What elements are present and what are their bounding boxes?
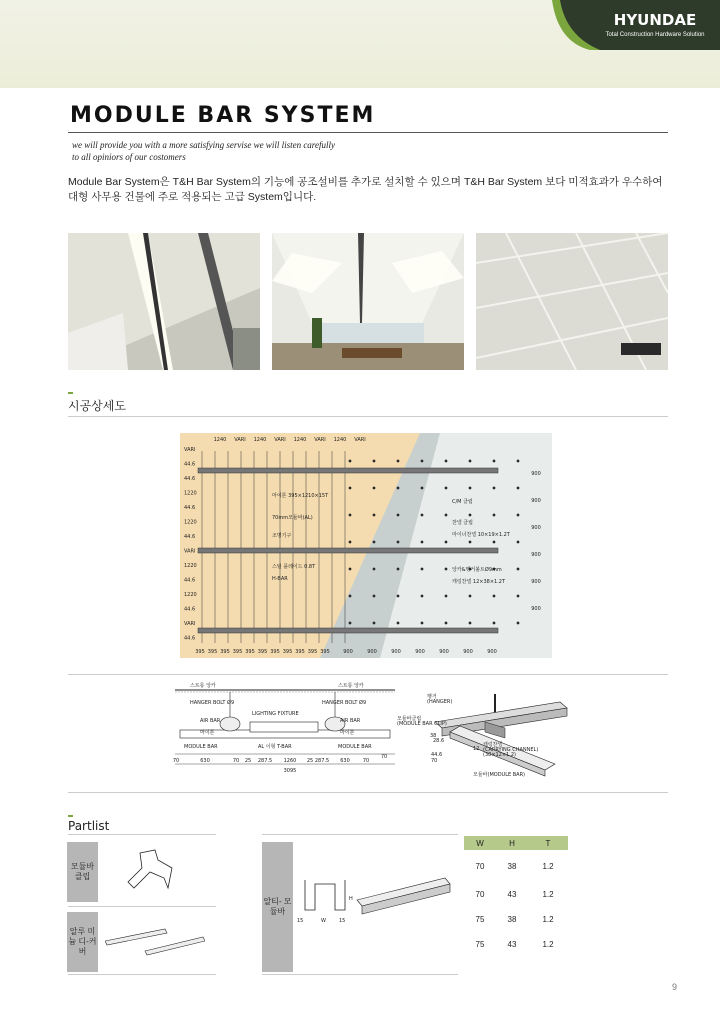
plan-left-dim: 44.6 bbox=[184, 461, 196, 468]
plan-left-dim: 1220 bbox=[184, 592, 197, 598]
plan-bottom-dim: 900 bbox=[415, 649, 425, 655]
partlist-cell: 1.2 bbox=[542, 915, 554, 924]
plan-hanger-point bbox=[493, 595, 495, 597]
col-t: T bbox=[545, 838, 551, 848]
plan-top-dim: VARI bbox=[314, 437, 326, 443]
isometric-detail-diagram bbox=[395, 692, 570, 784]
plan-left-dim: 44.6 bbox=[184, 505, 196, 511]
iso-label: 행거 bbox=[427, 694, 437, 700]
partlist-cell: 75 bbox=[475, 915, 485, 924]
detail-dim: 70 bbox=[380, 754, 388, 760]
plan-right-dim: 900 bbox=[531, 552, 541, 558]
detail-label: HANGER BOLT Ø9 bbox=[190, 700, 235, 706]
plan-hanger-point bbox=[445, 487, 447, 489]
plan-hanger-point bbox=[397, 460, 399, 462]
detail-dim: 70 bbox=[362, 758, 370, 764]
plan-top-dim: 1240 bbox=[213, 437, 227, 443]
iso-label: 28.6 bbox=[433, 738, 445, 744]
plan-hanger-point bbox=[445, 541, 447, 543]
plan-hanger-point bbox=[517, 487, 519, 489]
plan-hanger-point bbox=[421, 595, 423, 597]
detail-label: MODULE BAR bbox=[338, 744, 372, 750]
plan-hanger-point bbox=[397, 541, 399, 543]
plan-left-dim: 44.6 bbox=[184, 635, 196, 642]
partlist-cell: 38 bbox=[507, 915, 517, 924]
plan-bottom-dim: 395 bbox=[295, 649, 305, 655]
photo-conference-room bbox=[272, 233, 464, 370]
section-accent bbox=[68, 815, 73, 817]
section-detail-diagram bbox=[170, 682, 400, 774]
dim-15-left: 15 bbox=[297, 918, 304, 924]
plan-left-dim: VARI bbox=[184, 621, 196, 627]
plan-hanger-point bbox=[421, 568, 423, 570]
partlist-row bbox=[464, 850, 568, 882]
detail-label: 마이톤 bbox=[200, 730, 215, 736]
plan-bottom-dim: 395 bbox=[220, 649, 230, 655]
plan-hanger-point bbox=[397, 514, 399, 516]
plan-right-dim: 900 bbox=[531, 498, 541, 504]
plan-hanger-point bbox=[421, 541, 423, 543]
plan-hanger-point bbox=[469, 514, 471, 516]
detail-label: AIR BAR bbox=[340, 718, 361, 724]
detail-label: MODULE BAR bbox=[184, 744, 218, 750]
plan-bottom-dim: 900 bbox=[343, 649, 353, 655]
partlist-cell: 1.2 bbox=[542, 940, 554, 949]
plan-left-dim: 44.6 bbox=[184, 606, 196, 613]
plan-bottom-dim: 395 bbox=[245, 649, 255, 655]
plan-hanger-point bbox=[517, 460, 519, 462]
plan-top-dim: 1240 bbox=[293, 437, 307, 443]
partlist-row bbox=[464, 882, 568, 907]
plan-label-right: 마이너찬넬 10×19×1.2T bbox=[452, 532, 510, 538]
plan-hanger-point bbox=[517, 595, 519, 597]
plan-hanger-point bbox=[373, 541, 375, 543]
plan-hanger-point bbox=[493, 514, 495, 516]
detail-label: HANGER BOLT Ø9 bbox=[322, 700, 367, 706]
plan-hanger-point bbox=[469, 622, 471, 624]
plan-left-dim: 44.6 bbox=[184, 534, 196, 540]
plan-left-dim: 1220 bbox=[184, 490, 197, 497]
plan-hanger-point bbox=[397, 595, 399, 597]
plan-hanger-point bbox=[397, 568, 399, 570]
detail-dim: 287.5 bbox=[314, 758, 330, 764]
partlist-cell: 43 bbox=[507, 890, 517, 899]
plan-hanger-point bbox=[349, 487, 351, 489]
col-w: W bbox=[476, 838, 484, 848]
plan-hanger-point bbox=[421, 460, 423, 462]
plan-hanger-point bbox=[373, 487, 375, 489]
section-divider bbox=[68, 674, 668, 675]
section-title-plan: 시공상세도 bbox=[68, 399, 126, 413]
plan-hanger-point bbox=[517, 514, 519, 516]
plan-hanger-point bbox=[421, 487, 423, 489]
plan-label-right: 앙카&행거볼트Ø9mm bbox=[452, 567, 502, 573]
plan-hanger-point bbox=[469, 595, 471, 597]
partlist-cell: 70 bbox=[475, 890, 485, 899]
plan-top-dim: VARI bbox=[274, 437, 286, 443]
plan-bottom-dim: 900 bbox=[487, 649, 497, 655]
partlist-cell: 1.2 bbox=[542, 861, 554, 871]
plan-hanger-point bbox=[445, 595, 447, 597]
iso-label: 70 bbox=[431, 758, 438, 764]
partlist-cell: 43 bbox=[507, 940, 517, 949]
plan-left-dim: 1220 bbox=[184, 519, 197, 526]
plan-bottom-dim: 395 bbox=[270, 649, 280, 655]
detail-dim: 70 bbox=[232, 758, 240, 764]
partlist-table bbox=[464, 836, 568, 969]
detail-label: 스트롱 앙카 bbox=[338, 683, 364, 689]
plan-label-left: 70mm모듈바(AL) bbox=[272, 515, 313, 521]
plan-hanger-point bbox=[349, 514, 351, 516]
section-title-partlist: Partlist bbox=[68, 819, 110, 833]
plan-bottom-dim: 900 bbox=[367, 649, 377, 655]
plan-hanger-point bbox=[373, 460, 375, 462]
module-clip-drawing bbox=[120, 848, 180, 898]
page-number: 9 bbox=[672, 982, 678, 992]
iso-label: (CARRYING CHANNEL) bbox=[483, 747, 539, 753]
plan-bottom-dim: 900 bbox=[391, 649, 401, 655]
plan-left-dim: 1220 bbox=[184, 563, 197, 569]
iso-label: (MODULE BAR CLIP) bbox=[397, 721, 447, 727]
plan-label-left: H-BAR bbox=[272, 576, 288, 582]
plan-hanger-point bbox=[349, 460, 351, 462]
plan-hanger-point bbox=[517, 622, 519, 624]
plan-hanger-point bbox=[349, 595, 351, 597]
detail-dim: 630 bbox=[340, 758, 350, 764]
partlist-divider bbox=[262, 834, 458, 835]
partlist-divider bbox=[68, 834, 216, 835]
iso-label: 캐링찬넬 bbox=[483, 742, 503, 748]
plan-bottom-dim: 395 bbox=[207, 649, 218, 655]
detail-dim: 3095 bbox=[283, 768, 297, 774]
part-label-rt-module-bar: 알티- 모듈바 bbox=[262, 842, 293, 972]
partlist-row bbox=[464, 932, 568, 957]
plan-hanger-point bbox=[349, 622, 351, 624]
iso-label: 12 bbox=[473, 746, 480, 752]
plan-label-right: C/M 클립 bbox=[452, 499, 473, 505]
plan-hanger-point bbox=[373, 622, 375, 624]
plan-hanger-point bbox=[517, 541, 519, 543]
part-label-aluminum-cover: 알루 미늄 디-커버 bbox=[67, 912, 98, 972]
plan-hanger-point bbox=[421, 514, 423, 516]
brand-tagline: Total Construction Hardware Solution bbox=[605, 32, 705, 38]
dim-w: W bbox=[321, 918, 326, 924]
detail-dim: 287.5 bbox=[257, 758, 273, 764]
plan-top-dim: 1240 bbox=[333, 437, 347, 443]
plan-hanger-point bbox=[445, 622, 447, 624]
plan-module-bar bbox=[198, 468, 498, 473]
partlist-row bbox=[464, 907, 568, 932]
iso-label: 모듈바(MODULE BAR) bbox=[473, 772, 526, 778]
plan-bottom-dim: 900 bbox=[439, 649, 449, 655]
partlist-cell: 38 bbox=[507, 861, 517, 871]
partlist-divider bbox=[68, 906, 216, 907]
brand-logo bbox=[530, 0, 720, 50]
iso-label: (HANGER) bbox=[427, 699, 453, 705]
plan-hanger-point bbox=[349, 568, 351, 570]
plan-right-dim: 900 bbox=[531, 471, 541, 477]
plan-bottom-dim: 395 bbox=[320, 649, 330, 655]
plan-left-dim: 44.6 bbox=[184, 476, 196, 482]
page-subtitle: we will provide you with a more satisfying servise we will listen carefully to all opiniors of our costomers bbox=[72, 140, 335, 162]
section-divider bbox=[68, 792, 668, 793]
plan-hanger-point bbox=[493, 622, 495, 624]
plan-left-dim: VARI bbox=[184, 548, 196, 555]
plan-bottom-dim: 395 bbox=[257, 649, 268, 655]
photo-ceiling-tiles bbox=[476, 233, 668, 370]
plan-hanger-point bbox=[469, 541, 471, 543]
plan-label-left: 조명기구 bbox=[272, 533, 292, 539]
plan-bottom-dim: 395 bbox=[282, 649, 293, 655]
plan-bottom-dim: 395 bbox=[195, 649, 205, 655]
section-divider bbox=[68, 416, 668, 417]
detail-dim: 1260 bbox=[283, 758, 297, 764]
plan-module-bar bbox=[198, 548, 498, 553]
plan-hanger-point bbox=[349, 541, 351, 543]
part-label-module-clip: 모듈바 클립 bbox=[67, 842, 98, 902]
detail-dim: 25 bbox=[306, 758, 314, 764]
plan-left-dim: 44.6 bbox=[184, 577, 196, 584]
partlist-cell: 75 bbox=[475, 940, 485, 949]
plan-hanger-point bbox=[493, 460, 495, 462]
aluminum-cover-drawing bbox=[105, 925, 205, 960]
plan-hanger-point bbox=[493, 487, 495, 489]
plan-top-dim: VARI bbox=[354, 437, 366, 443]
plan-bottom-dim: 395 bbox=[307, 649, 318, 655]
plan-left-dim: VARI bbox=[184, 447, 196, 453]
iso-label: 모듈바클립 bbox=[397, 716, 422, 722]
plan-right-dim: 900 bbox=[531, 525, 541, 531]
section-accent bbox=[68, 392, 73, 394]
rt-module-bar-drawing bbox=[295, 870, 455, 930]
plan-top-dim: VARI bbox=[234, 437, 246, 443]
detail-dim: 630 bbox=[200, 758, 210, 764]
plan-label-left: 스틸 플레이드 0.8T bbox=[272, 564, 316, 570]
title-divider bbox=[68, 132, 668, 133]
plan-hanger-point bbox=[397, 622, 399, 624]
plan-hanger-point bbox=[445, 460, 447, 462]
plan-hanger-point bbox=[373, 595, 375, 597]
partlist-divider bbox=[68, 974, 216, 975]
plan-hanger-point bbox=[445, 568, 447, 570]
col-h: H bbox=[509, 838, 515, 848]
partlist-cell: 1.2 bbox=[542, 890, 554, 899]
plan-hanger-point bbox=[493, 541, 495, 543]
detail-label: 스트롱 앙카 bbox=[190, 683, 216, 689]
iso-label: 38 bbox=[430, 733, 437, 739]
dim-h: H bbox=[349, 896, 353, 902]
plan-module-bar bbox=[198, 628, 498, 633]
detail-label: AL 이형 T-BAR bbox=[258, 744, 292, 750]
plan-right-dim: 900 bbox=[531, 606, 541, 612]
plan-hanger-point bbox=[397, 487, 399, 489]
plan-label-left: 마이톤 395×1210×15T bbox=[272, 493, 329, 499]
plan-label-right: 캐링찬넬 12×38×1.2T bbox=[452, 579, 506, 585]
detail-label: LIGHTING FIXTURE bbox=[252, 711, 299, 717]
plan-hanger-point bbox=[445, 514, 447, 516]
plan-right-dim: 900 bbox=[531, 579, 541, 585]
plan-label-right: 찬넬 클립 bbox=[452, 520, 473, 526]
plan-hanger-point bbox=[469, 487, 471, 489]
detail-label: AIR BAR bbox=[200, 718, 221, 724]
plan-top-dim: 1240 bbox=[253, 437, 267, 443]
plan-hanger-point bbox=[469, 460, 471, 462]
ceiling-plan-diagram bbox=[180, 433, 552, 658]
plan-bottom-dim: 395 bbox=[232, 649, 243, 655]
plan-hanger-point bbox=[373, 514, 375, 516]
plan-hanger-point bbox=[517, 568, 519, 570]
plan-hanger-point bbox=[373, 568, 375, 570]
detail-dim: 70 bbox=[172, 758, 180, 764]
plan-bottom-dim: 900 bbox=[463, 649, 473, 655]
page-title: MODULE BAR SYSTEM bbox=[70, 103, 376, 128]
intro-text: Module Bar System은 T&H Bar System의 기능에 공조설비를 추가로 설치할 수 있으며 T&H Bar System 보다 미적효과가 우수하여 대형 사무용 건물에 주로 적용되는 고급 System입니다. bbox=[68, 176, 663, 203]
detail-label: 마이톤 bbox=[340, 730, 355, 736]
partlist-cell: 70 bbox=[475, 861, 485, 871]
dim-15-right: 15 bbox=[339, 918, 346, 924]
brand-name: HYUNDAE bbox=[613, 11, 697, 29]
iso-label: 44.6 bbox=[431, 752, 443, 758]
iso-label: (38×12×1.2) bbox=[483, 752, 516, 758]
detail-dim: 25 bbox=[244, 758, 252, 764]
partlist-divider bbox=[262, 974, 458, 975]
photo-office-corridor bbox=[68, 233, 260, 370]
plan-hanger-point bbox=[421, 622, 423, 624]
